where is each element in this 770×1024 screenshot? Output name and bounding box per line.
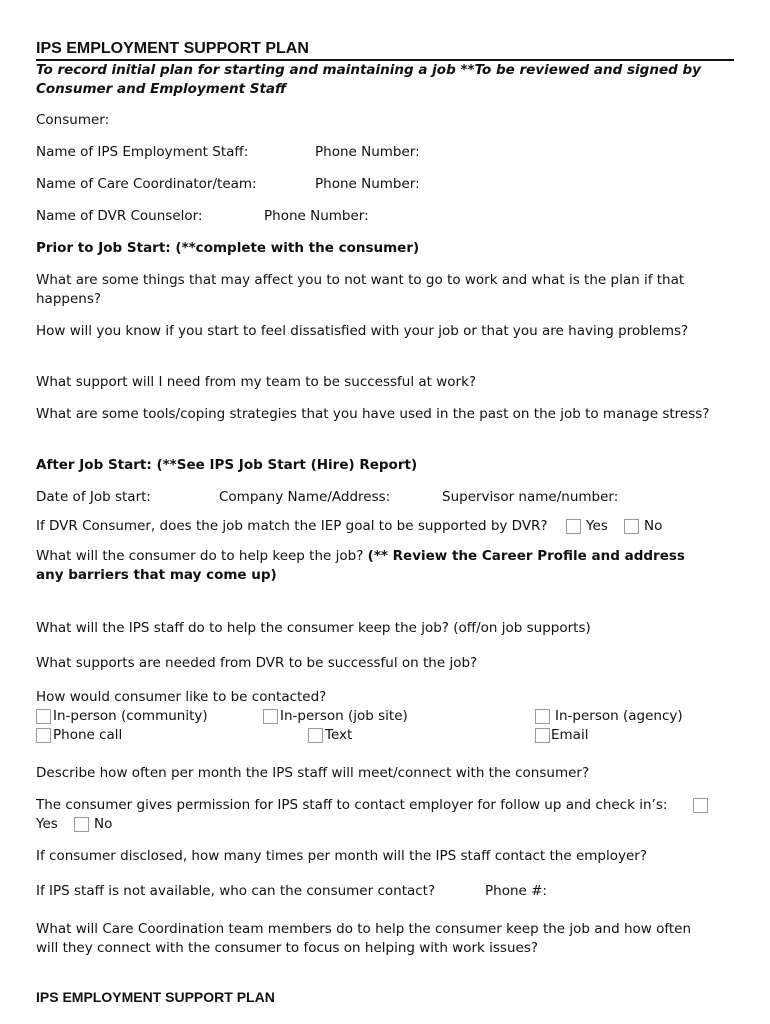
company-name-label: Company Name/Address: xyxy=(219,489,391,505)
dvr-no-checkbox[interactable] xyxy=(624,519,639,534)
dvr-no-label: No xyxy=(644,518,663,534)
care-team-question-line-2: will they connect with the consumer to focus on helping with work issues? xyxy=(36,940,539,956)
date-of-job-start-label: Date of Job start: xyxy=(36,489,151,505)
in-person-community-label: In-person (community) xyxy=(53,708,208,724)
keep-job-question xyxy=(36,547,685,566)
text-checkbox[interactable] xyxy=(308,728,323,743)
dvr-supports-question: What supports are needed from DVR to be successful on the job? xyxy=(36,655,478,671)
phone-call-label: Phone call xyxy=(53,727,123,743)
keep-job-question-note: (** Review the Career Profile and address xyxy=(367,548,685,564)
subtitle-line-2: Consumer and Employment Staff xyxy=(36,81,287,97)
permission-no-checkbox[interactable] xyxy=(74,817,89,832)
meeting-frequency-question: Describe how often per month the IPS staff will meet/connect with the consumer? xyxy=(36,765,590,781)
question-coping-strategies: What are some tools/coping strategies that you have used in the past on the job to manage stress? xyxy=(36,406,710,422)
keep-job-question-plain: What will the consumer do to help keep the job? xyxy=(36,548,364,564)
dvr-yes-checkbox[interactable] xyxy=(566,519,581,534)
permission-yes-label: Yes xyxy=(36,816,58,832)
footer-title: IPS EMPLOYMENT SUPPORT PLAN xyxy=(36,989,275,1005)
contact-method-question: How would consumer like to be contacted? xyxy=(36,689,327,705)
question-team-support: What support will I need from my team to be successful at work? xyxy=(36,374,477,390)
care-team-question-line-1: What will Care Coordination team members do to help the consumer keep the job and how often xyxy=(36,921,692,937)
in-person-job-site-checkbox[interactable] xyxy=(263,709,278,724)
ips-staff-help-question: What will the IPS staff do to help the consumer keep the job? (off/on job supports) xyxy=(36,620,591,636)
keep-job-question-note-line-2: any barriers that may come up) xyxy=(36,567,277,583)
in-person-job-site-label: In-person (job site) xyxy=(280,708,408,724)
disclosed-contact-question: If consumer disclosed, how many times per month will the IPS staff contact the employer? xyxy=(36,848,647,864)
permission-no-label: No xyxy=(94,816,113,832)
in-person-agency-checkbox[interactable] xyxy=(535,709,550,724)
dvr-counselor-phone-label: Phone Number: xyxy=(264,208,369,224)
consumer-label: Consumer: xyxy=(36,112,110,128)
page-title: IPS EMPLOYMENT SUPPORT PLAN xyxy=(36,40,309,57)
after-job-start-heading: After Job Start: (**See IPS Job Start (Hire) Report) xyxy=(36,457,418,473)
prior-to-job-start-heading: Prior to Job Start: (**complete with the consumer) xyxy=(36,240,420,256)
employer-contact-permission-question: The consumer gives permission for IPS staff to contact employer for follow up and check in’s: xyxy=(36,797,668,813)
permission-yes-checkbox[interactable] xyxy=(693,798,708,813)
dvr-yes-label: Yes xyxy=(586,518,608,534)
dvr-counselor-label: Name of DVR Counselor: xyxy=(36,208,203,224)
email-label: Email xyxy=(551,727,589,743)
question-affect-work-line-1: What are some things that may affect you to not want to go to work and what is the plan if that xyxy=(36,272,685,288)
staff-not-available-question: If IPS staff is not available, who can the consumer contact? xyxy=(36,883,436,899)
text-label: Text xyxy=(325,727,353,743)
question-affect-work-line-2: happens? xyxy=(36,291,102,307)
care-coordinator-phone-label: Phone Number: xyxy=(315,176,420,192)
dvr-iep-question: If DVR Consumer, does the job match the IEP goal to be supported by DVR? xyxy=(36,518,548,534)
care-coordinator-label: Name of Care Coordinator/team: xyxy=(36,176,257,192)
ips-staff-phone-label: Phone Number: xyxy=(315,144,420,160)
supervisor-label: Supervisor name/number: xyxy=(442,489,619,505)
alternate-phone-label: Phone #: xyxy=(485,883,547,899)
email-checkbox[interactable] xyxy=(535,728,550,743)
subtitle-line-1: To record initial plan for starting and maintaining a job **To be reviewed and signed by xyxy=(36,62,701,78)
in-person-agency-label: In-person (agency) xyxy=(555,708,683,724)
phone-call-checkbox[interactable] xyxy=(36,728,51,743)
ips-staff-label: Name of IPS Employment Staff: xyxy=(36,144,249,160)
question-dissatisfied: How will you know if you start to feel dissatisfied with your job or that you are having problems? xyxy=(36,323,689,339)
in-person-community-checkbox[interactable] xyxy=(36,709,51,724)
